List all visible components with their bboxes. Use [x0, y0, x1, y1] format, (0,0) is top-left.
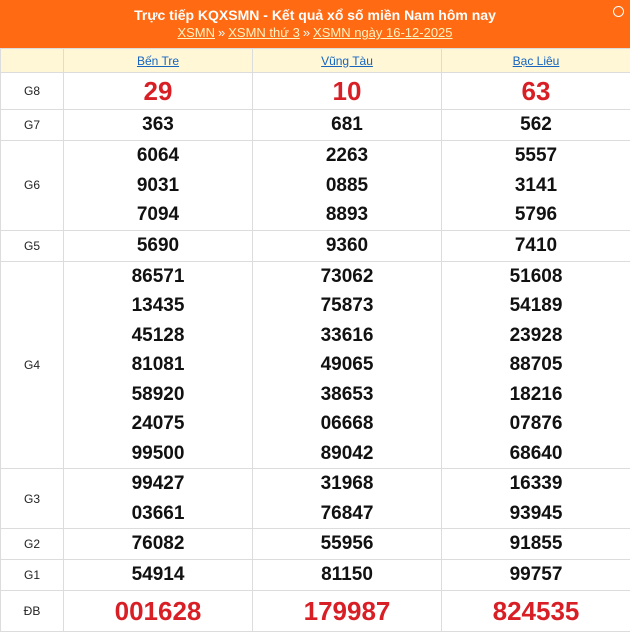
prize-number: 75873: [320, 295, 374, 316]
prize-cell: [64, 590, 253, 631]
prize-cell: [442, 469, 630, 529]
prize-cell: [442, 141, 630, 231]
prize-number: 6064: [136, 145, 180, 166]
prize-row-g8: [1, 73, 630, 110]
prize-number: 88705: [509, 354, 563, 375]
prize-row-g5: [1, 230, 630, 261]
prize-cell: [253, 261, 442, 469]
province-header-row: [1, 49, 630, 73]
prize-number: 55956: [320, 533, 374, 555]
results-table: [0, 48, 630, 632]
prize-cell: [253, 469, 442, 529]
breadcrumb-separator: »: [218, 25, 226, 40]
breadcrumb-link-xsmn-weekday[interactable]: XSMN thứ 3: [228, 25, 300, 40]
province-header: [442, 49, 630, 73]
breadcrumb-link-xsmn[interactable]: XSMN: [177, 25, 216, 40]
breadcrumb-link-xsmn-date[interactable]: XSMN ngày 16-12-2025: [313, 25, 453, 40]
prize-row-g6: [1, 141, 630, 231]
prize-cell: [64, 261, 253, 469]
prize-number: 31968: [320, 473, 374, 494]
special-prize-number: 179987: [303, 595, 391, 626]
prize-row-g2: [1, 529, 630, 560]
prize-number: 58920: [131, 383, 185, 405]
prize-number: 06668: [320, 413, 374, 434]
prize-number: 9360: [325, 234, 369, 256]
prize-number: 03661: [131, 502, 185, 524]
prize-label: G7: [1, 110, 64, 141]
province-link-vung-tau[interactable]: Vũng Tàu: [321, 53, 373, 68]
prize-label: G8: [1, 73, 64, 110]
breadcrumb: [0, 24, 630, 41]
prize-number: 5796: [514, 204, 558, 225]
prize-cell: [253, 590, 442, 631]
prize-row-g1: [1, 560, 630, 591]
prize-number: 16339: [509, 473, 563, 494]
prize-cell: [64, 110, 253, 141]
prize-cell: [253, 73, 442, 110]
prize-cell: [253, 529, 442, 560]
prize-number: 2263: [325, 145, 369, 166]
prize-number: 33616: [320, 324, 374, 346]
prize-cell: [442, 560, 630, 591]
prize-number: 81081: [131, 354, 185, 375]
prize-number: 76847: [320, 502, 374, 524]
breadcrumb-separator: »: [302, 25, 311, 40]
prize-cell: [64, 141, 253, 231]
province-header: [64, 49, 253, 73]
prize-cell: [253, 230, 442, 261]
prize-number: 5690: [136, 234, 180, 256]
prize-row-g3: [1, 469, 630, 529]
prize-cell: [442, 261, 630, 469]
prize-number: 91855: [509, 533, 563, 555]
close-icon[interactable]: [613, 6, 624, 17]
prize-cell: [442, 73, 630, 110]
prize-number: 99757: [509, 564, 563, 585]
prize-label: ĐB: [1, 590, 64, 631]
prize-number: 18216: [509, 383, 563, 405]
prize-row-g4: [1, 261, 630, 469]
prize-number: 10: [332, 76, 362, 106]
prize-cell: [253, 141, 442, 231]
prize-number: 8893: [325, 204, 369, 225]
prize-number: 9031: [136, 174, 180, 196]
prize-number: 5557: [514, 145, 558, 166]
prize-label: G6: [1, 141, 64, 231]
prize-cell: [442, 529, 630, 560]
prize-row-g7: [1, 110, 630, 141]
prize-number: 0885: [325, 174, 369, 196]
prize-number: 54189: [509, 295, 563, 316]
province-link-bac-lieu[interactable]: Bạc Liêu: [512, 53, 560, 68]
prize-number: 99500: [131, 442, 185, 464]
prize-number: 73062: [320, 265, 374, 287]
prize-cell: [253, 560, 442, 591]
prize-cell: [442, 110, 630, 141]
prize-number: 7410: [514, 234, 558, 256]
prize-number: 89042: [320, 442, 374, 464]
prize-cell: [64, 529, 253, 560]
prize-number: 29: [143, 76, 173, 106]
prize-number: 45128: [131, 324, 185, 346]
prize-label: G3: [1, 469, 64, 529]
prize-number: 54914: [131, 564, 185, 585]
prize-number: 07876: [509, 413, 563, 434]
prize-number: 51608: [509, 265, 563, 287]
prize-number: 93945: [509, 502, 563, 524]
prize-row-special: [1, 590, 630, 631]
prize-number: 363: [142, 114, 174, 136]
prize-label: G1: [1, 560, 64, 591]
prize-label: G4: [1, 261, 64, 469]
prize-number: 68640: [509, 442, 563, 464]
special-prize-number: 824535: [492, 595, 580, 626]
page-header: [0, 0, 630, 48]
special-prize-number: 001628: [114, 595, 202, 626]
prize-number: 681: [331, 114, 363, 136]
prize-number: 38653: [320, 383, 374, 405]
prize-number: 76082: [131, 533, 185, 555]
prize-number: 24075: [131, 413, 185, 434]
page-title: Trực tiếp KQXSMN - Kết quả xổ số miền Nam hôm nay: [134, 7, 496, 23]
prize-label: G5: [1, 230, 64, 261]
prize-number: 49065: [320, 354, 374, 375]
prize-cell: [442, 230, 630, 261]
prize-number: 3141: [514, 174, 558, 196]
prize-number: 99427: [131, 473, 185, 494]
prize-cell: [253, 110, 442, 141]
province-header: [253, 49, 442, 73]
province-link-ben-tre[interactable]: Bến Tre: [136, 53, 180, 68]
prize-cell: [64, 560, 253, 591]
prize-cell: [64, 73, 253, 110]
prize-number: 562: [520, 114, 552, 136]
prize-number: 81150: [321, 564, 373, 585]
prize-label: G2: [1, 529, 64, 560]
header-corner-cell: [1, 49, 64, 73]
prize-number: 7094: [136, 204, 180, 225]
prize-number: 13435: [131, 295, 185, 316]
prize-number: 23928: [509, 324, 563, 346]
prize-cell: [442, 590, 630, 631]
prize-cell: [64, 469, 253, 529]
prize-cell: [64, 230, 253, 261]
prize-number: 86571: [131, 265, 185, 287]
prize-number: 63: [521, 76, 551, 106]
